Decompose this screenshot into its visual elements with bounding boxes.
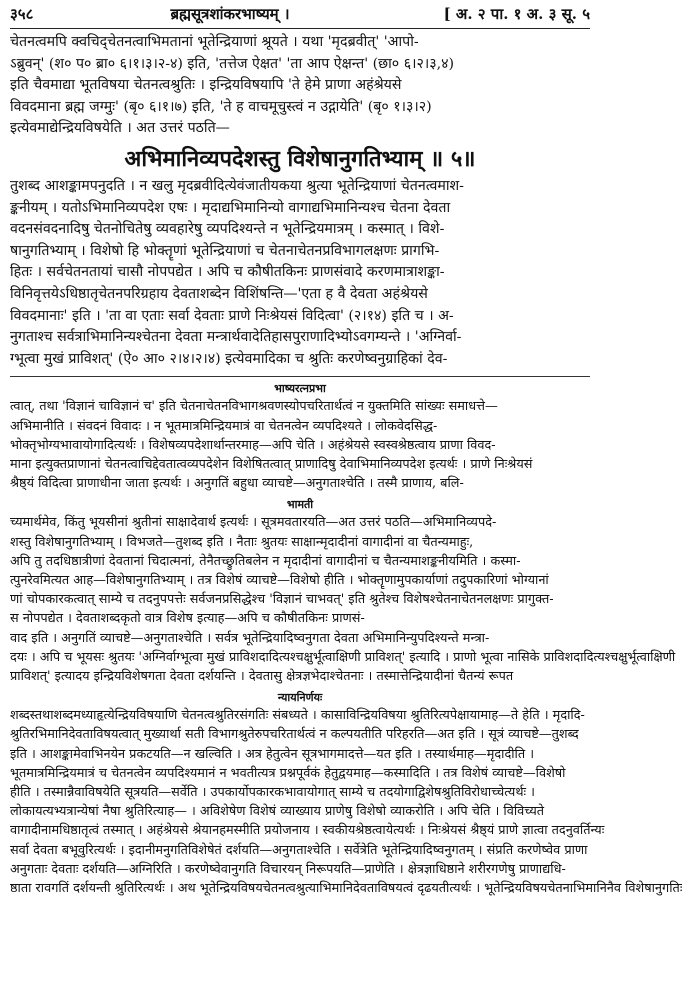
commentary-line: वागादीनामधिष्ठातृत्वं तस्मात् । अहंश्रेयसे श्रेयानहमस्मीति प्रयोजनाय । स्वकीयश्रेष्ठत्वायेत्यर्थः । निःश्रेयसं श्रैष्ठ्यं प्राणे ज्ञात्वा तदनुवर्तिन्यः bbox=[10, 823, 605, 839]
main-text-top bbox=[10, 32, 590, 140]
commentary-line: इति । आशङ्कामेवाभिनयेन प्रकटयति—न खल्विति । अत्र हेतुत्वेन सूत्रभागमादत्ते—यत इति । तस्यार्थमाह—मृदादीति । bbox=[10, 746, 535, 762]
commentary-line: श्रुतिरभिमानिदेवताविषयत्वात् मुख्यार्था सती विभागश्रुतेरुपचरितार्थत्वं न कल्पयतीति परिहरति—अत इति । सूत्रं व्याचष्टे—तुशब्द bbox=[10, 727, 579, 743]
commentary-line: शस्तु विशेषानुगतिभ्याम् । विभजते—तुशब्द इति । नैताः श्रुतयः साक्षान्मृदादीनां वागादीनां वा चैतन्यमाहुः, bbox=[10, 534, 474, 550]
commentary-line: स नोपपद्येत । देवताशब्दकृतो वात्र विशेष इत्याह—अपि च कौषीतकिनः प्राणसं- bbox=[10, 611, 365, 627]
text-line: विनिवृत्तयेऽधिष्ठातृचेतनपरिग्रहाय देवताशब्देन विशिंषन्ति—'एता ह वै देवता अहंश्रेयसे bbox=[10, 285, 428, 302]
text-line: चेतनत्वमपि क्वचिद्चेतनत्वाभिमतानां भूतेन्द्रियाणां श्रूयते । यथा 'मृदब्रवीत्' 'आपो- bbox=[10, 34, 419, 50]
commentary-line: त्पुनरेवमित्यत आह—विशेषानुगतिभ्याम् । तत्र विशेषं व्याचष्टे—विशेषो हीति । भोक्तॄणामुपकार्याणां तदुपकारिणां भोग्यानां bbox=[10, 572, 549, 588]
page-number: ३५८ bbox=[10, 5, 34, 23]
commentary-line: लोकायत्यभ्यत्रान्येषां नैषा श्रुतिरित्याह— । अविशेषेण विशेषं व्याख्याय प्राणेषु विशेषो व्याकरोति । अपि चेति । विविच्यते bbox=[10, 804, 545, 820]
commentary-heading: भाष्यरत्नप्रभा bbox=[274, 382, 326, 396]
commentary-line: च्यमार्थमेव, किंतु भूयसीनां श्रुतीनां साक्षादेवार्थ इत्यर्थः । सूत्रमवतारयति—अत उत्तरं पठति—अभिमानिव्यपदे- bbox=[10, 515, 497, 531]
section-divider bbox=[10, 376, 590, 377]
commentary-line: शब्दस्तथाशब्दमध्याहृत्येन्द्रियविषयाणि चेतनत्वश्रुतिरसंगतिः संबध्यते । कासाविन्द्रियविषया श्रुतिरित्यपेक्षायामाह—ते हेति । मृदादि- bbox=[10, 708, 585, 724]
text-line: षानुगतिभ्याम् । विशेषो हि भोक्तॄणां भूतेन्द्रियाणां च चेतनाचेतनप्रविभागलक्षणः प्रागभि- bbox=[10, 242, 440, 259]
commentary-line: अभिमानीति । संवदनं विवादः । न भूतमात्रमिन्द्रियमात्रं वा चेतनत्वेन व्यपदिश्यते । लोकवेदसिद्ध- bbox=[10, 418, 438, 434]
page-header bbox=[10, 4, 590, 29]
commentary-line: प्राविशत्' इत्यादय इन्द्रियविशेषगता देवता दर्शयन्ति । देवतासु क्षेत्रज्ञभेदाश्चेतनाः । तस्मात्तेन्द्रियादीनां चैतन्यं रूपत bbox=[10, 668, 514, 684]
text-line: वदनसंवदनादिषु चेतनोचितेषु व्यवहारेषु व्यपदिश्यन्ते न भूतेन्द्रियमात्रम् । कस्मात् । विशे- bbox=[10, 221, 445, 238]
commentary-line: भोक्तृभोग्यभावायोगादित्यर्थः । विशेषव्यपदेशार्थान्तरमाह—अपि चेति । अहंश्रेयसे स्वस्वश्रेष्ठत्वाय प्राणा विवद- bbox=[10, 437, 496, 453]
text-line: इति चैवमाद्या भूतविषया चेतनत्वश्रुतिः । इन्द्रियविषयापि 'ते हेमे प्राणा अहंश्रेयसे bbox=[10, 77, 402, 94]
commentary-bhamati bbox=[10, 497, 676, 686]
commentary-line: ष्ठाता रावगतिं दर्शयन्ती श्रुतिरित्यर्थः । अथ भूतेन्द्रियविषयचेतनत्वश्रुत्याभिमानिदेवताविषयत्वं दृढयतीत्यर्थः । भूतेन्द्रियविषयचेतनाभिमानिनैव विशेषानुगतिः bbox=[10, 880, 682, 896]
commentary-line: हीति । तस्मान्नैवाविषयेति सूत्रयति—सर्वेति । उपकार्योपकारकभावायोगात् साम्ये च तदयोगाद्विशेषश्रुतिविरोधाच्चेत्यर्थः । bbox=[10, 784, 536, 800]
text-line: विवदमानाः' इति । 'ता वा एताः सर्वा देवताः प्राणे निःश्रेयसं विदित्वा' (२।१४) इति च । अ- bbox=[10, 307, 454, 324]
commentary-line: त्वात्, तथा 'विज्ञानं चाविज्ञानं च' इति चेतनाचेतनविभागश्रवणस्योपचरितार्थत्वं न युक्तमिति सांख्यः समाधत्ते— bbox=[10, 399, 498, 415]
commentary-line: श्रैष्ठ्यं विदित्वा प्राणाधीना जाता इत्यर्थः । अनुगतिं बहुधा व्याचष्टे—अनुगताश्चेति । तस्मै प्राणाय, बलि- bbox=[10, 476, 464, 492]
commentary-line: सर्वा देवता बभूवुरित्यर्थः । इदानीमनुगतिविशेषेतं दर्शयति—अनुगताश्चेति । सर्वेत्रेति भूतेन्द्रियादिष्वनुगतम् । संप्रति करणेष्वेव प्राणा bbox=[10, 842, 588, 858]
commentary-nyayanirnaya bbox=[10, 690, 682, 898]
sutra-heading: अभिमानिव्यपदेशस्तु विशेषानुगतिभ्याम् ॥ ५॥ bbox=[124, 145, 476, 172]
main-text-bottom bbox=[10, 176, 590, 370]
text-line: ङ्कनीयम् । यतोऽभिमानिव्यपदेश एषः । मृदाद्यभिमानिन्यो वागाद्यभिमानिन्यश्च चेतना देवता bbox=[10, 199, 451, 216]
text-line: हितः । सर्वचेतनतायां चासौ नोपपद्येत । अपि च कौषीतकिनः प्राणसंवादे करणमात्राशङ्का- bbox=[10, 264, 445, 281]
commentary-heading: न्यायनिर्णयः bbox=[277, 691, 323, 705]
text-line: इत्येवमाद्येन्द्रियविषयेति । अत उत्तरं पठति— bbox=[10, 120, 230, 137]
book-title: ब्रह्मसूत्रशांकरभाष्यम् । bbox=[170, 5, 290, 23]
commentary-line: वाद इति । अनुगतिं व्याचष्टे—अनुगताश्चेति । सर्वत्र भूतेन्द्रियादिष्वनुगता देवता अभिमानिन्युपदिश्यन्ते मन्त्रा- bbox=[10, 630, 490, 646]
text-line: ऽब्रुवन्' (श० प० ब्रा० ६।१।३।२-४) इति, 'तत्तेज ऐक्षत' 'ता आप ऐक्षन्त' (छा० ६।२।३,४) bbox=[10, 55, 455, 72]
text-line: ग्भूत्वा मुखं प्राविशत्' (ऐ० आ० २।४।२।४) इत्येवमादिका च श्रुतिः करणेष्वनुग्राहिकां देव- bbox=[10, 350, 448, 367]
commentary-line: अपि तु तदधिष्ठात्रीणां देवतानां चिदात्मनां, तेनैतच्छ्रुतिबलेन न मृदादीनां वागादीनां च चैतन्यमाशङ्कनीयमिति । कस्मा- bbox=[10, 553, 521, 569]
commentary-line: णां चोपकारकत्वात् साम्ये च तदनुपपत्तेः सर्वजनप्रसिद्धेश्च 'विज्ञानं चाभवत्' इति श्रुतेश्च विशेषश्चेतनाचेतनलक्षणः प्रागुक्त- bbox=[10, 592, 554, 608]
commentary-line: भूतमात्रमिन्द्रियमात्रं च चेतनत्वेन व्यपदिश्यमानं न भवतीत्यत्र प्रश्नपूर्वकं हेतुद्वयमाह—कस्मादिति । तत्र विशेषं व्याचष्टे—विशेषो bbox=[10, 765, 566, 781]
text-line: तुशब्द आशङ्कामपनुदति । न खलु मृदब्रवीदित्येवंजातीयकया श्रुत्या भूतेन्द्रियाणां चेतनत्वमाश- bbox=[10, 177, 464, 194]
commentary-line: अनुगताः देवताः दर्शयति—अग्निरिति । करणेष्वेवानुगति विचारयन् निरूपयति—प्राणेति । क्षेत्रज्ञाधिष्ठाने शरीरगणेषु प्राणाद्यधि- bbox=[10, 861, 566, 877]
commentary-ratnaprabha bbox=[10, 381, 590, 493]
section-reference: [ अ. २ पा. १ अ. ३ सू. ५ bbox=[443, 5, 590, 23]
text-line: विवदमाना ब्रह्म जग्मुः' (बृ० ६।१।७) इति, 'ते ह वाचमूचुस्त्वं न उद्गायेति' (बृ० १।३।२) bbox=[10, 98, 432, 115]
commentary-line: दयः । अपि च भूयसः श्रुतयः 'अग्निर्वाग्भूत्वा मुखं प्राविशदादित्यश्चक्षुर्भूत्वाक्षिणी प्राविशत्' इत्यादि । प्राणो भूत्वा नासिके प्राविशदादित्यश्चक्षुर्भूत्वाक्षिणी bbox=[10, 649, 676, 665]
commentary-heading: भामती bbox=[286, 498, 314, 512]
commentary-line: माना इत्युक्तप्राणानां चेतनत्वाचिद्देवतात्वव्यपदेशेन विशेषितत्वात् प्राणादिषु देवाभिमानिव्यपदेश इत्यर्थः । प्राणे निःश्रेयसं bbox=[10, 456, 533, 472]
text-line: नुगताश्च सर्वत्राभिमानिन्यश्चेतना देवता मन्त्रार्थवादेतिहासपुराणादिभ्योऽवगम्यन्ते । 'अग्निर्वा- bbox=[10, 329, 462, 346]
